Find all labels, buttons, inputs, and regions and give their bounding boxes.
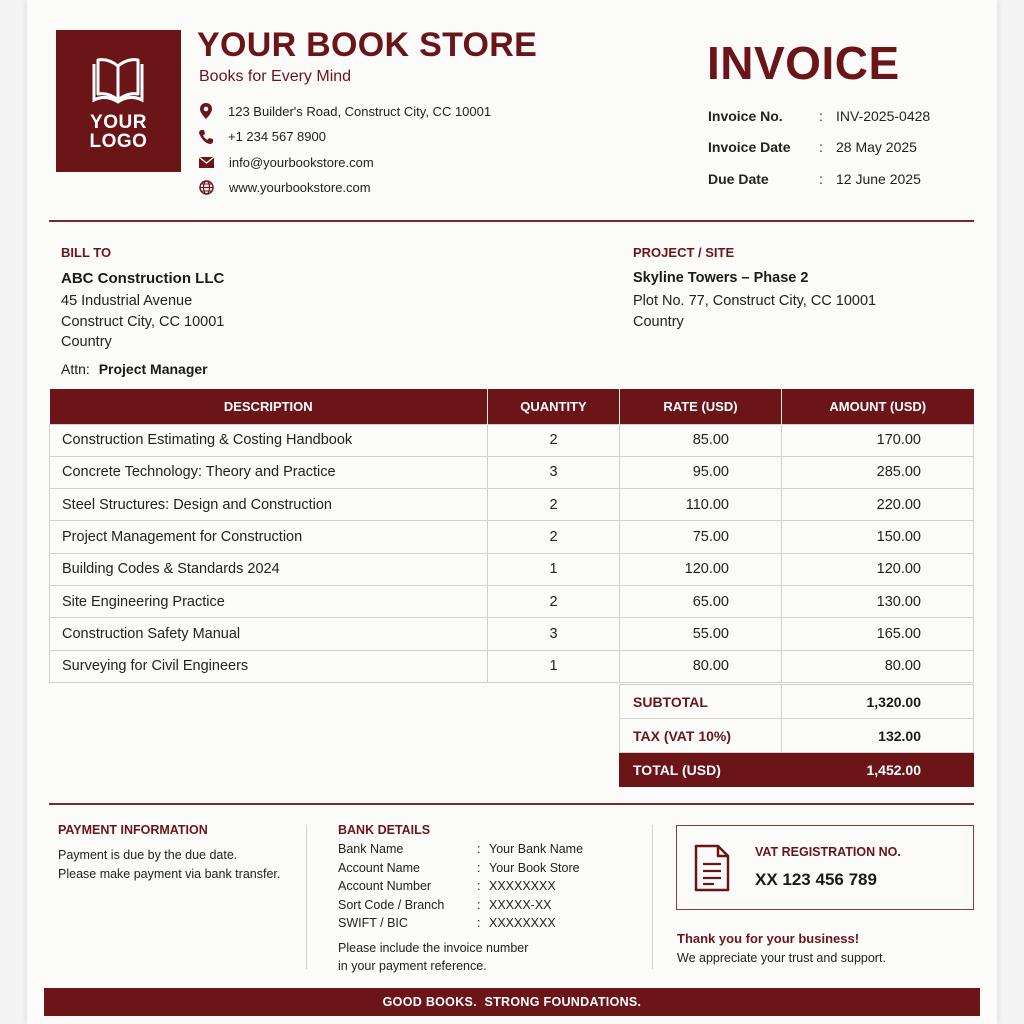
header-divider — [49, 220, 974, 222]
invoice-date-label: Invoice Date — [708, 139, 791, 155]
item-amount: 165.00 — [782, 618, 974, 650]
item-description: Construction Estimating & Costing Handbook — [50, 424, 488, 456]
bank-field-value: XXXXX-XX — [489, 897, 552, 912]
bank-field-label: SWIFT / BIC — [338, 916, 408, 930]
contact-email — [199, 155, 374, 170]
bank-field-label: Account Name — [338, 860, 420, 875]
store-tagline: Books for Every Mind — [199, 68, 352, 85]
bank-note-1: Please include the invoice number — [338, 940, 529, 955]
logo-line-1: YOUR — [90, 112, 147, 133]
envelope-icon — [199, 157, 214, 168]
bank-row — [338, 877, 638, 896]
bank-colon: : — [477, 897, 481, 912]
bank-field-label: Sort Code / Branch — [338, 897, 445, 912]
table-row — [50, 489, 974, 521]
total-row — [620, 753, 974, 787]
store-name: YOUR BOOK STORE — [197, 26, 538, 64]
item-description: Construction Safety Manual — [50, 618, 488, 650]
subtotal-label: SUBTOTAL — [620, 685, 782, 719]
line-items-table — [49, 389, 974, 683]
contact-address — [199, 103, 491, 119]
footer-divider — [49, 803, 974, 805]
project-name: Skyline Towers – Phase 2 — [633, 270, 809, 286]
due-date-value: 12 June 2025 — [836, 171, 921, 187]
bank-colon: : — [477, 842, 481, 856]
payment-line-2: Please make payment via bank transfer. — [58, 866, 281, 881]
table-row — [50, 585, 974, 617]
item-amount: 170.00 — [782, 424, 974, 456]
due-date-label: Due Date — [708, 171, 769, 187]
payment-info-label: PAYMENT INFORMATION — [58, 823, 208, 837]
bill-to-line-3: Country — [61, 334, 112, 350]
column-divider-1 — [306, 825, 307, 969]
bank-colon: : — [477, 860, 481, 875]
bank-colon: : — [477, 916, 481, 930]
invoice-number-colon: : — [819, 108, 823, 124]
vat-registration-box — [676, 825, 974, 910]
email-link[interactable]: info@yourbookstore.com — [229, 155, 374, 170]
bill-to-line-2: Construct City, CC 10001 — [61, 314, 225, 330]
item-rate: 55.00 — [620, 618, 782, 650]
item-quantity: 3 — [488, 456, 620, 488]
attention-value: Project Manager — [98, 361, 208, 377]
project-line-2: Country — [633, 314, 684, 330]
item-amount: 150.00 — [782, 521, 974, 553]
globe-icon — [199, 180, 214, 195]
bank-colon: : — [477, 879, 481, 893]
column-header-rate: RATE (USD) — [620, 389, 782, 424]
address-text: 123 Builder's Road, Construct City, CC 10001 — [228, 103, 492, 119]
column-header-quantity: QUANTITY — [488, 389, 620, 424]
item-description: Surveying for Civil Engineers — [50, 650, 488, 682]
item-rate: 85.00 — [620, 424, 782, 456]
column-divider-2 — [652, 825, 653, 969]
bank-row — [338, 859, 638, 878]
item-quantity: 3 — [488, 618, 620, 650]
invoice-number-label: Invoice No. — [708, 108, 783, 124]
store-logo — [56, 30, 181, 172]
tax-row — [620, 719, 974, 753]
table-row — [50, 553, 974, 585]
item-rate: 80.00 — [620, 650, 782, 682]
column-header-description: DESCRIPTION — [50, 389, 488, 424]
item-amount: 220.00 — [782, 489, 974, 521]
tax-value: 132.00 — [782, 719, 974, 753]
bank-field-label: Bank Name — [338, 842, 404, 856]
bank-note-2: in your payment reference. — [338, 959, 487, 973]
footer-slogan: GOOD BOOKS. STRONG FOUNDATIONS. — [382, 995, 642, 1009]
item-description: Concrete Technology: Theory and Practice — [50, 456, 488, 488]
item-description: Steel Structures: Design and Construction — [50, 489, 488, 521]
bank-row — [338, 896, 638, 915]
table-row — [50, 521, 974, 553]
subtotal-value: 1,320.00 — [782, 685, 974, 719]
totals-table — [619, 684, 974, 787]
item-quantity: 2 — [488, 521, 620, 553]
item-quantity: 2 — [488, 585, 620, 617]
item-amount: 80.00 — [782, 650, 974, 682]
item-quantity: 2 — [488, 489, 620, 521]
invoice-number-value: INV-2025-0428 — [836, 108, 931, 124]
item-rate: 110.00 — [620, 489, 782, 521]
attention-line — [61, 361, 208, 377]
bank-field-value: Your Bank Name — [489, 842, 584, 856]
vat-number: XX 123 456 789 — [755, 870, 877, 889]
item-rate: 95.00 — [620, 456, 782, 488]
item-description: Project Management for Construction — [50, 521, 488, 553]
item-quantity: 2 — [488, 424, 620, 456]
thank-you-title: Thank you for your business! — [677, 931, 860, 946]
bill-to-label: BILL TO — [61, 245, 112, 260]
item-description: Site Engineering Practice — [50, 585, 488, 617]
bill-to-name: ABC Construction LLC — [61, 270, 225, 287]
total-label: TOTAL (USD) — [620, 753, 782, 787]
contact-phone — [199, 129, 326, 144]
bank-details-label: BANK DETAILS — [338, 823, 431, 837]
location-pin-icon — [199, 103, 213, 119]
item-rate: 120.00 — [620, 553, 782, 585]
item-rate: 65.00 — [620, 585, 782, 617]
bank-field-value: Your Book Store — [489, 860, 580, 875]
logo-line-2: LOGO — [89, 131, 148, 152]
project-line-1: Plot No. 77, Construct City, CC 10001 — [633, 293, 877, 309]
bank-row — [338, 840, 638, 859]
item-amount: 120.00 — [782, 553, 974, 585]
document-icon — [694, 844, 730, 892]
project-label: PROJECT / SITE — [633, 245, 735, 260]
table-row — [50, 650, 974, 682]
bill-to-line-1: 45 Industrial Avenue — [61, 293, 193, 309]
phone-icon — [199, 130, 213, 144]
item-rate: 75.00 — [620, 521, 782, 553]
total-value: 1,452.00 — [782, 753, 974, 787]
payment-line-1: Payment is due by the due date. — [58, 848, 238, 862]
invoice-title: INVOICE — [707, 37, 900, 89]
bank-field-label: Account Number — [338, 879, 432, 893]
payment-info-text — [58, 846, 280, 883]
bank-details-list — [338, 840, 638, 976]
column-header-amount: AMOUNT (USD) — [782, 389, 974, 424]
attention-label: Attn: — [61, 361, 90, 377]
invoice-date-value: 28 May 2025 — [836, 139, 917, 155]
invoice-page — [27, 0, 997, 1024]
invoice-date-colon: : — [819, 139, 823, 155]
subtotal-row — [620, 685, 974, 719]
item-quantity: 1 — [488, 650, 620, 682]
due-date-colon: : — [819, 171, 823, 187]
phone-text: +1 234 567 8900 — [228, 129, 326, 144]
table-header-row — [50, 389, 974, 424]
table-row — [50, 424, 974, 456]
thank-you-text: We appreciate your trust and support. — [677, 951, 886, 965]
tax-label: TAX (VAT 10%) — [620, 719, 782, 753]
open-book-icon — [90, 56, 146, 106]
bank-field-value: XXXXXXXX — [489, 916, 556, 930]
item-quantity: 1 — [488, 553, 620, 585]
website-link[interactable]: www.yourbookstore.com — [229, 180, 371, 195]
footer-slogan-bar — [44, 988, 980, 1016]
table-row — [50, 618, 974, 650]
vat-label: VAT REGISTRATION NO. — [755, 845, 901, 859]
bank-field-value: XXXXXXXX — [489, 879, 556, 893]
item-amount: 285.00 — [782, 456, 974, 488]
bank-row — [338, 914, 638, 933]
item-description: Building Codes & Standards 2024 — [50, 553, 488, 585]
contact-website — [199, 180, 371, 195]
table-row — [50, 456, 974, 488]
item-amount: 130.00 — [782, 585, 974, 617]
